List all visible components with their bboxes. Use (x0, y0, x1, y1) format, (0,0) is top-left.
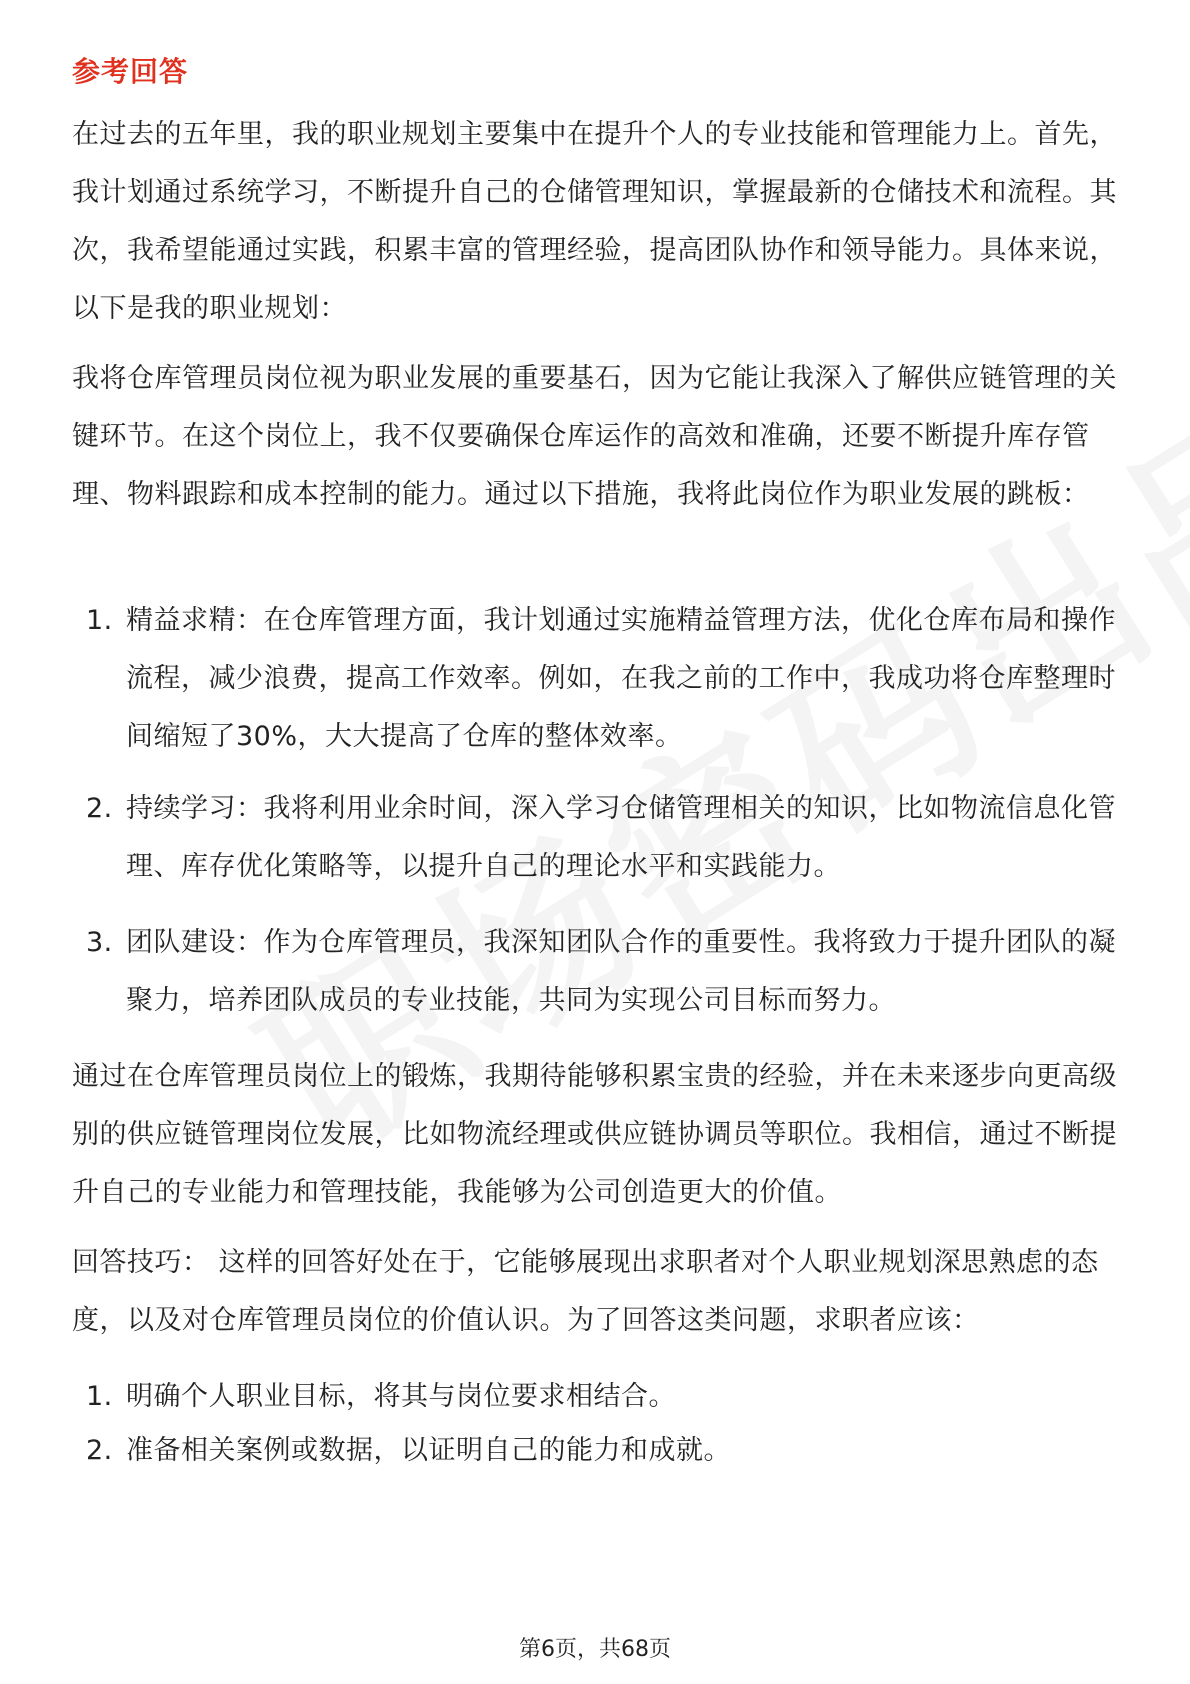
page-footer: 第6页，共68页 (519, 1637, 671, 1662)
paragraph-conclusion: 通过在仓库管理员岗位上的锻炼，我期待能够积累宝贵的经验，并在未来逐步向更高级别的供应链管理岗位发展，比如物流经理或供应链协调员等职位。我相信，通过不断提升自己的专业能力和管理技能，我能够为公司创造更大的价值。 (72, 1061, 1117, 1208)
paragraph-tips: 回答技巧： 这样的回答好处在于，它能够展现出求职者对个人职业规划深思熟虑的态度，以及对仓库管理员岗位的价值认识。为了回答这类问题，求职者应该： (72, 1247, 1099, 1336)
list-item (72, 1368, 1118, 1426)
list-text: 明确个人职业目标，将其与岗位要求相结合。 (126, 1381, 676, 1412)
list-text: 精益求精：在仓库管理方面，我计划通过实施精益管理方法，优化仓库布局和操作流程，减少浪费，提高工作效率。例如，在我之前的工作中，我成功将仓库整理时间缩短了30%，大大提高了仓库的整体效率。 (126, 605, 1116, 752)
paragraph-intro: 在过去的五年里，我的职业规划主要集中在提升个人的专业技能和管理能力上。首先，我计划通过系统学习，不断提升自己的仓储管理知识，掌握最新的仓储技术和流程。其次，我希望能通过实践，积累丰富的管理经验，提高团队协作和领导能力。具体来说，以下是我的职业规划： (72, 119, 1117, 324)
list-item (72, 780, 1118, 896)
list-number: 3. (86, 927, 113, 958)
list-text: 准备相关案例或数据，以证明自己的能力和成就。 (126, 1435, 731, 1466)
list-item (72, 592, 1118, 766)
list-number: 1. (86, 1381, 113, 1412)
list-item (72, 1422, 1118, 1480)
list-number: 1. (86, 605, 113, 636)
list-text: 团队建设：作为仓库管理员，我深知团队合作的重要性。我将致力于提升团队的凝聚力，培养团队成员的专业技能，共同为实现公司目标而努力。 (126, 927, 1116, 1016)
section-heading: 参考回答 (72, 55, 189, 88)
paragraph-role: 我将仓库管理员岗位视为职业发展的重要基石，因为它能让我深入了解供应链管理的关键环节。在这个岗位上，我不仅要确保仓库运作的高效和准确，还要不断提升库存管理、物料跟踪和成本控制的能力。通过以下措施，我将此岗位作为职业发展的跳板： (72, 363, 1117, 510)
list-item (72, 914, 1118, 1030)
list-text: 持续学习：我将利用业余时间，深入学习仓储管理相关的知识，比如物流信息化管理、库存优化策略等，以提升自己的理论水平和实践能力。 (126, 793, 1116, 882)
list-number: 2. (86, 793, 113, 824)
list-number: 2. (86, 1435, 113, 1466)
